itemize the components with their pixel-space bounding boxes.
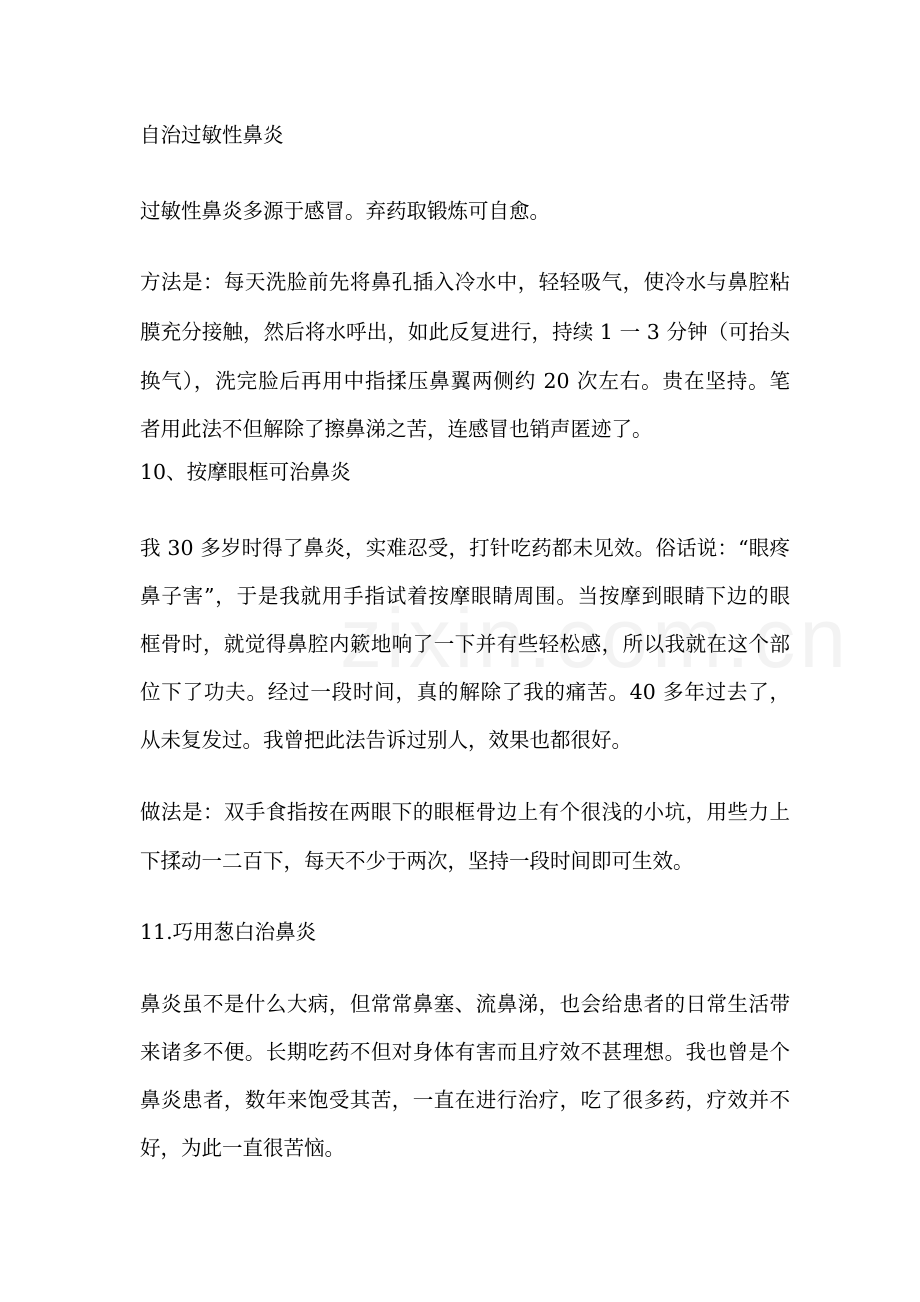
technique-paragraph-line-1: 做法是：双手食指按在两眼下的眼框骨边上有个很浅的小坑，用些力上 <box>140 800 790 824</box>
story-paragraph-line-4: 位下了功夫。经过一段时间，真的解除了我的痛苦。40 多年过去了， <box>140 680 790 704</box>
scallion-paragraph-line-4: 好，为此一直很苦恼。 <box>140 1136 345 1160</box>
method-paragraph-line-2: 膜充分接触，然后将水呼出，如此反复进行，持续 1 一 3 分钟（可抬头 <box>140 320 790 344</box>
method-paragraph-line-1: 方法是：每天洗脸前先将鼻孔插入冷水中，轻轻吸气，使冷水与鼻腔粘 <box>140 270 790 294</box>
story-paragraph-line-5: 从未复发过。我曾把此法告诉过别人，效果也都很好。 <box>140 728 632 752</box>
scallion-paragraph-line-1: 鼻炎虽不是什么大病，但常常鼻塞、流鼻涕，也会给患者的日常生活带 <box>140 992 790 1016</box>
story-paragraph-line-1: 我 30 多岁时得了鼻炎，实难忍受，打针吃药都未见效。俗话说：“眼疼 <box>140 536 790 560</box>
heading-allergic-rhinitis: 自治过敏性鼻炎 <box>140 123 284 147</box>
technique-paragraph-line-2: 下揉动一二百下，每天不少于两次，坚持一段时间即可生效。 <box>140 849 694 873</box>
story-paragraph-line-3: 框骨时，就觉得鼻腔内簌地响了一下并有些轻松感，所以我就在这个部 <box>140 632 790 656</box>
scallion-paragraph-line-3: 鼻炎患者，数年来饱受其苦，一直在进行治疗，吃了很多药，疗效并不 <box>140 1088 790 1112</box>
intro-line: 过敏性鼻炎多源于感冒。弃药取锻炼可自愈。 <box>140 199 550 223</box>
method-paragraph-line-4: 者用此法不但解除了擦鼻涕之苦，连感冒也销声匿迹了。 <box>140 417 653 441</box>
heading-scallion: 11.巧用葱白治鼻炎 <box>140 920 317 944</box>
scallion-paragraph-line-2: 来诸多不便。长期吃药不但对身体有害而且疗效不甚理想。我也曾是个 <box>140 1040 790 1064</box>
method-paragraph-line-3: 换气），洗完脸后再用中指揉压鼻翼两侧约 20 次左右。贵在坚持。笔 <box>140 369 790 393</box>
heading-eye-massage: 10、按摩眼框可治鼻炎 <box>140 460 351 484</box>
story-paragraph-line-2: 鼻子害”，于是我就用手指试着按摩眼睛周围。当按摩到眼睛下边的眼 <box>140 584 790 608</box>
